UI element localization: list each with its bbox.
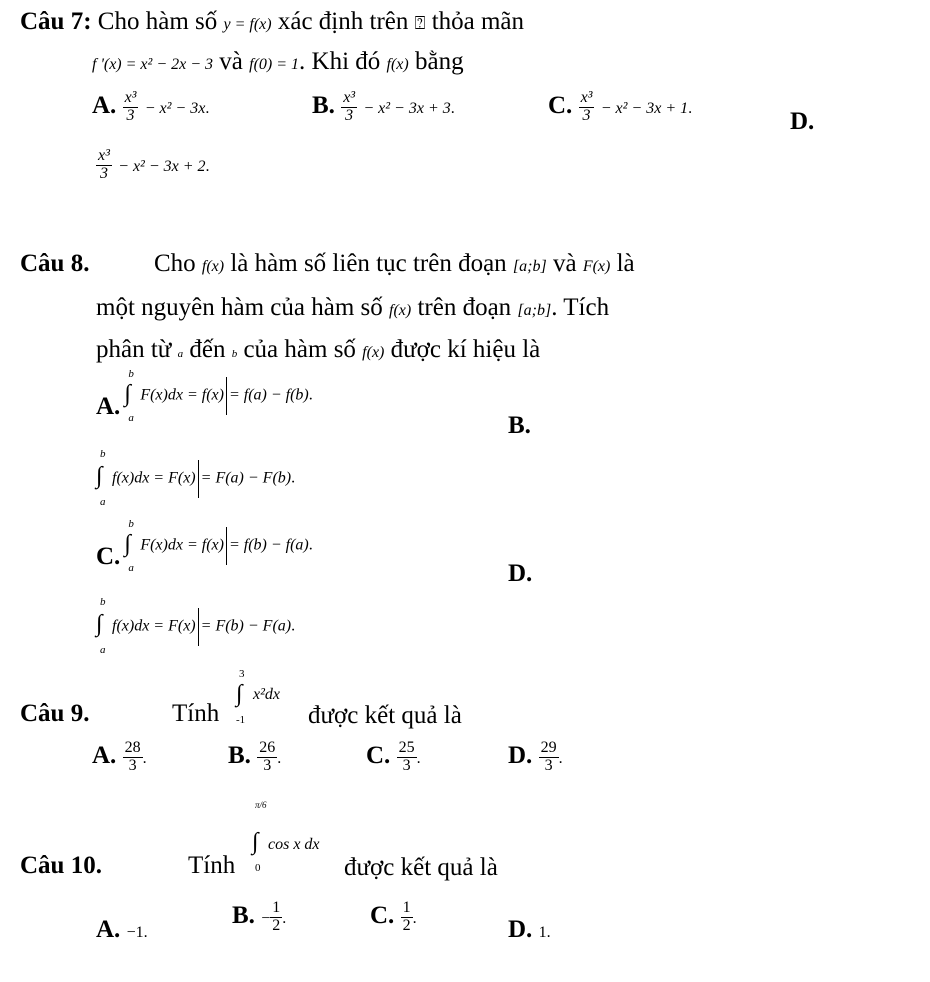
upper-limit: b xyxy=(100,596,106,608)
fraction-num: 1 xyxy=(402,899,411,916)
option-expr: F(x)dx = f(x) xyxy=(140,386,224,404)
q8-segment: [a;b] xyxy=(512,258,547,275)
option-label: C. xyxy=(366,742,391,770)
q8-b: b xyxy=(231,348,238,360)
fraction-den: 3 xyxy=(345,106,354,124)
q7-initial-condition: f(0) = 1 xyxy=(249,56,300,73)
q8-text: là xyxy=(616,250,635,277)
q7-line2 xyxy=(92,48,464,76)
q9-option-a: A. $\frac{28}{3}$ . xyxy=(92,739,147,774)
q8-option-c: C. b ∫ a F(x)dx = f(x) = f(b) − f(a). xyxy=(96,518,313,574)
fraction xyxy=(270,900,282,935)
option-value: −1 xyxy=(126,924,144,941)
fraction-den: 3 xyxy=(263,756,272,774)
option-label: C. xyxy=(370,902,395,930)
lower-limit: 0 xyxy=(255,862,261,874)
q9-line xyxy=(20,700,89,728)
lower-limit: a xyxy=(100,496,106,508)
fraction-den: 3 xyxy=(99,164,108,182)
q8-fx: f(x) xyxy=(389,302,412,319)
fraction-den: 3 xyxy=(128,756,137,774)
fraction-num: x³ xyxy=(343,89,356,106)
lower-limit: a xyxy=(100,644,106,656)
fraction-den: 2 xyxy=(272,916,281,934)
q8-line2 xyxy=(96,294,609,322)
q9-option-b: B. $\frac{26}{3}$ . xyxy=(228,739,282,774)
fraction-num: 1 xyxy=(272,899,281,916)
q8-label: Câu 8. xyxy=(20,250,90,277)
fraction-num: 28 xyxy=(124,739,141,756)
option-expr: f(x)dx = F(x) xyxy=(112,469,196,487)
q8-text: được kí hiệu là xyxy=(390,336,541,363)
q9-integrand: x²dx xyxy=(253,686,280,703)
fraction xyxy=(397,740,417,775)
q9-option-c: C. $\frac{25}{3}$ . xyxy=(366,739,421,774)
q9-compute: Tính xyxy=(172,700,220,727)
q7-label: Câu 7: xyxy=(20,8,92,35)
q8-text: và xyxy=(552,250,577,277)
integral-sign: π/6 ∫ 0 xyxy=(252,800,267,874)
option-expr: − x² − 3x xyxy=(144,100,206,118)
q7-fx: f(x) xyxy=(386,56,409,73)
lower-limit: a xyxy=(128,562,134,574)
upper-limit: b xyxy=(128,518,134,530)
option-expr: F(x)dx = f(x) xyxy=(140,536,224,554)
q7-line1 xyxy=(20,8,524,36)
q8-a: a xyxy=(177,348,184,360)
option-rhs: = f(a) − f(b) xyxy=(228,386,309,404)
q8-text: . Tích xyxy=(551,294,610,321)
integral-sign: b ∫ a xyxy=(124,518,134,574)
q10-option-b: B. − $\frac{1}{2}$ . xyxy=(232,899,287,934)
fraction xyxy=(123,90,139,125)
q7-option-b: B. $\frac{\text{x³}}{3}$ − x² − 3x + 3. xyxy=(312,89,455,124)
option-rhs: = f(b) − f(a) xyxy=(228,536,309,554)
q10-option-c: C. $\frac{1}{2}$ . xyxy=(370,899,417,934)
fraction xyxy=(257,740,277,775)
q8-text: một nguyên hàm của hàm số xyxy=(96,294,383,321)
q8-option-b-label: B. xyxy=(508,412,531,439)
fraction-num: 26 xyxy=(259,739,276,756)
upper-limit: π/6 xyxy=(255,800,267,810)
q10-option-a: A. −1. xyxy=(96,916,148,943)
q9-option-d: D. $\frac{29}{3}$ . xyxy=(508,739,563,774)
fraction-num: x³ xyxy=(98,147,110,164)
fraction-num: 29 xyxy=(540,739,557,756)
lower-limit: -1 xyxy=(236,714,246,726)
fraction xyxy=(96,148,112,183)
q8-text: Cho xyxy=(153,250,196,277)
q8-line1 xyxy=(20,250,635,278)
option-label: A. xyxy=(92,742,117,770)
fraction-den: 3 xyxy=(402,756,411,774)
integral-sign: b ∫ a xyxy=(124,368,134,424)
q8-line3 xyxy=(96,336,540,364)
integral-sign: b ∫ a xyxy=(96,596,106,656)
q7-option-d-label: D. xyxy=(790,108,815,135)
q10-result-text: được kết quả là xyxy=(344,854,498,881)
q10-integrand: cos x dx xyxy=(268,836,320,853)
q7-and: và xyxy=(219,48,243,75)
q9-result-text: được kết quả là xyxy=(308,702,462,729)
option-expr: − x² − 3x + 3 xyxy=(363,100,451,118)
option-label: B. xyxy=(232,902,255,930)
option-label: D. xyxy=(508,742,533,770)
q8-text: phân từ xyxy=(96,336,172,363)
q10-compute: Tính xyxy=(188,852,236,879)
q7-option-a: A. $\frac{\text{x³}}{3}$ − x² − 3x. xyxy=(92,89,210,124)
integral-sign: 3 ∫ -1 xyxy=(236,668,246,726)
q8-option-b: b ∫ a f(x)dx = F(x) = F(a) − F(b). xyxy=(96,448,296,508)
q8-text: của hàm số xyxy=(243,336,356,363)
q8-fx: f(x) xyxy=(362,344,385,361)
option-label: C. xyxy=(96,542,121,570)
q9-label: Câu 9. xyxy=(20,700,90,727)
option-label: C. xyxy=(548,92,573,120)
q8-option-d-label: D. xyxy=(508,560,533,587)
upper-limit: b xyxy=(128,368,134,380)
fraction xyxy=(539,740,559,775)
option-label: B. xyxy=(228,742,251,770)
q8-option-a: A. b ∫ a F(x)dx = f(x) = f(a) − f(b). xyxy=(96,368,313,424)
fraction-num: x³ xyxy=(124,89,137,106)
upper-limit: b xyxy=(100,448,106,460)
option-label: A. xyxy=(96,392,121,420)
option-expr: − x² − 3x + 1 xyxy=(600,100,689,118)
option-label: A. xyxy=(96,916,121,943)
q7-equals: bằng xyxy=(414,48,464,75)
missing-glyph-icon: ⍰ xyxy=(414,13,426,33)
fraction-num: x³ xyxy=(580,89,593,106)
q8-text: trên đoạn xyxy=(417,294,512,321)
option-label: A. xyxy=(92,92,117,120)
q8-text: đến xyxy=(189,336,226,363)
option-expr: − x² − 3x + 2 xyxy=(118,158,206,176)
fraction-den: 2 xyxy=(402,916,411,934)
q10-label: Câu 10. xyxy=(20,852,102,879)
q7-domain-text: xác định trên xyxy=(277,8,409,35)
fraction xyxy=(341,90,357,125)
option-expr: f(x)dx = F(x) xyxy=(112,617,196,635)
q7-option-d: $\frac{\text{x³}}{3}$ − x² − 3x + 2. xyxy=(98,147,210,182)
option-label: D. xyxy=(508,916,533,943)
q8-segment: [a;b] xyxy=(517,302,552,319)
fraction-den: 3 xyxy=(126,106,135,124)
option-value: 1 xyxy=(538,924,547,941)
q8-Fx: F(x) xyxy=(582,258,611,275)
q7-option-c: C. $\frac{\text{x³}}{3}$ − x² − 3x + 1. xyxy=(548,89,693,124)
q7-intro: Cho hàm số xyxy=(97,8,218,35)
fraction-den: 3 xyxy=(544,756,553,774)
q8-text: là hàm số liên tục trên đoạn xyxy=(230,250,507,277)
q10-option-d: D. 1. xyxy=(508,916,551,943)
option-rhs: = F(a) − F(b) xyxy=(200,469,292,487)
fraction xyxy=(401,900,413,935)
fraction xyxy=(123,740,143,775)
option-sign: − xyxy=(261,910,271,928)
fraction-num: 25 xyxy=(398,739,415,756)
upper-limit: 3 xyxy=(239,668,245,680)
q8-fx: f(x) xyxy=(201,258,225,275)
q7-function: y = f(x) xyxy=(223,16,272,33)
lower-limit: a xyxy=(128,412,134,424)
option-label: B. xyxy=(312,92,335,120)
fraction-den: 3 xyxy=(582,106,591,124)
q8-option-d: b ∫ a f(x)dx = F(x) = F(b) − F(a). xyxy=(96,596,296,656)
fraction xyxy=(579,90,595,125)
q7-derivative: f '(x) = x² − 2x − 3 xyxy=(92,56,214,73)
integral-sign: b ∫ a xyxy=(96,448,106,508)
q7-satisfy-text: thỏa mãn xyxy=(431,8,525,35)
q7-then: . Khi đó xyxy=(299,48,381,75)
option-rhs: = F(b) − F(a) xyxy=(200,617,292,635)
